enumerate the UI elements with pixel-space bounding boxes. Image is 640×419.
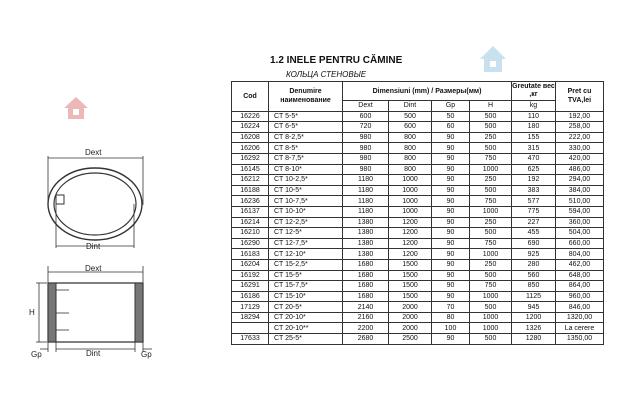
cell-dint: 1500: [389, 291, 432, 302]
cell-dext: 1680: [343, 259, 389, 270]
header-denumire-text: Denumire наименование: [280, 88, 331, 105]
cell-kg: 315: [512, 143, 556, 154]
cell-pret: 504,00: [556, 228, 604, 239]
top-dext-label: Dext: [85, 148, 102, 157]
cell-h: 500: [470, 143, 512, 154]
cell-gp: 90: [432, 164, 470, 175]
table-row: [232, 228, 604, 239]
cell-dext: 1180: [343, 196, 389, 207]
cell-dint: 1200: [389, 238, 432, 249]
cell-den: CT 20-5*: [269, 302, 343, 313]
cell-gp: 90: [432, 238, 470, 249]
cell-kg: 1326: [512, 323, 556, 334]
cell-dint: 1000: [389, 175, 432, 186]
cell-den: CT 12-2,5*: [269, 217, 343, 228]
table-row: [232, 281, 604, 292]
cell-dint: 1200: [389, 217, 432, 228]
cell-pret: 1350,00: [556, 334, 604, 345]
cell-pret: La cerere: [556, 323, 604, 334]
cell-gp: 90: [432, 196, 470, 207]
cell-pret: 420,00: [556, 153, 604, 164]
cell-gp: 100: [432, 323, 470, 334]
table-row: [232, 302, 604, 313]
cell-cod: 16186: [232, 291, 269, 302]
cell-h: 500: [470, 111, 512, 122]
cell-h: 500: [470, 185, 512, 196]
table-row: [232, 291, 604, 302]
cell-cod: 16236: [232, 196, 269, 207]
cell-gp: 80: [432, 312, 470, 323]
cell-pret: 594,00: [556, 206, 604, 217]
cell-pret: 1320,00: [556, 312, 604, 323]
cell-dext: 600: [343, 111, 389, 122]
cell-dext: 1380: [343, 238, 389, 249]
cell-den: CT 8-5*: [269, 143, 343, 154]
cell-den: CT 25-5*: [269, 334, 343, 345]
cell-pret: 360,00: [556, 217, 604, 228]
cell-pret: 864,00: [556, 281, 604, 292]
cell-den: CT 15-5*: [269, 270, 343, 281]
cell-cod: 16137: [232, 206, 269, 217]
cell-dext: 1680: [343, 281, 389, 292]
cell-gp: 50: [432, 111, 470, 122]
cell-kg: 690: [512, 238, 556, 249]
cell-den: CT 10-5*: [269, 185, 343, 196]
cell-h: 500: [470, 302, 512, 313]
cell-kg: 227: [512, 217, 556, 228]
cell-gp: 90: [432, 153, 470, 164]
cell-cod: 16226: [232, 111, 269, 122]
top-view: [48, 156, 143, 248]
cell-dext: 1680: [343, 291, 389, 302]
cell-dext: 1180: [343, 185, 389, 196]
table-row: [232, 111, 604, 122]
header-greutate: Greutate вес ,кг: [512, 82, 556, 101]
cell-pret: 960,00: [556, 291, 604, 302]
cell-pret: 486,00: [556, 164, 604, 175]
house-watermark-icon: [478, 44, 508, 74]
table-row: [232, 312, 604, 323]
cell-cod: 17129: [232, 302, 269, 313]
header-kg: kg: [512, 101, 556, 112]
cell-pret: 294,00: [556, 175, 604, 186]
cell-dint: 800: [389, 164, 432, 175]
cell-kg: 560: [512, 270, 556, 281]
cell-cod: 17633: [232, 334, 269, 345]
ring-technical-drawing: [0, 0, 230, 419]
cell-den: CT 12-10*: [269, 249, 343, 260]
table-row: [232, 175, 604, 186]
cell-cod: 16204: [232, 259, 269, 270]
cell-cod: 16210: [232, 228, 269, 239]
cell-kg: 455: [512, 228, 556, 239]
cell-cod: 16291: [232, 281, 269, 292]
cell-dext: 1380: [343, 249, 389, 260]
cell-gp: 90: [432, 270, 470, 281]
cell-kg: 1125: [512, 291, 556, 302]
section-dint-label: Dint: [86, 349, 101, 358]
cell-pret: 804,00: [556, 249, 604, 260]
cell-pret: 258,00: [556, 122, 604, 133]
cell-cod: 16208: [232, 132, 269, 143]
cell-dint: 1500: [389, 270, 432, 281]
cell-dext: 1380: [343, 217, 389, 228]
cell-h: 750: [470, 196, 512, 207]
cell-den: CT 12-7,5*: [269, 238, 343, 249]
cell-den: CT 8-7,5*: [269, 153, 343, 164]
section-gp-left-label: Gp: [31, 350, 42, 359]
cell-h: 750: [470, 281, 512, 292]
cell-kg: 945: [512, 302, 556, 313]
cell-den: CT 15-7,5*: [269, 281, 343, 292]
cell-gp: 70: [432, 302, 470, 313]
cell-h: 750: [470, 238, 512, 249]
cell-dext: 980: [343, 143, 389, 154]
cell-dext: 1180: [343, 175, 389, 186]
cell-gp: 90: [432, 291, 470, 302]
cell-dext: 980: [343, 164, 389, 175]
cell-den: CT 5-5*: [269, 111, 343, 122]
table-row: [232, 217, 604, 228]
table-row: [232, 122, 604, 133]
cell-pret: 846,00: [556, 302, 604, 313]
cell-kg: 192: [512, 175, 556, 186]
header-h: H: [470, 101, 512, 112]
cell-gp: 90: [432, 132, 470, 143]
table-row: [232, 334, 604, 345]
cell-kg: 470: [512, 153, 556, 164]
rings-spec-table: [231, 81, 604, 345]
cell-gp: 90: [432, 217, 470, 228]
page-subtitle: КОЛЬЦА СТЕНОВЫЕ: [286, 70, 367, 79]
cell-gp: 90: [432, 334, 470, 345]
cell-h: 500: [470, 334, 512, 345]
cell-h: 1000: [470, 164, 512, 175]
cell-dint: 1000: [389, 206, 432, 217]
cell-den: CT 6-5*: [269, 122, 343, 133]
cell-cod: 16292: [232, 153, 269, 164]
cell-dint: 1500: [389, 281, 432, 292]
cell-cod: 16183: [232, 249, 269, 260]
cell-dext: 1680: [343, 270, 389, 281]
cell-den: CT 15-10*: [269, 291, 343, 302]
cell-dint: 600: [389, 122, 432, 133]
cell-kg: 850: [512, 281, 556, 292]
cell-kg: 110: [512, 111, 556, 122]
cell-dext: 720: [343, 122, 389, 133]
header-dimensiuni: Dimensiuni (mm) / Размеры(мм): [343, 82, 512, 101]
cell-dint: 2000: [389, 302, 432, 313]
cell-cod: 16206: [232, 143, 269, 154]
cell-dint: 1500: [389, 259, 432, 270]
cell-h: 1000: [470, 323, 512, 334]
cell-pret: 462,00: [556, 259, 604, 270]
cell-cod: [232, 323, 269, 334]
cell-cod: 16145: [232, 164, 269, 175]
cell-kg: 383: [512, 185, 556, 196]
cell-dint: 2500: [389, 334, 432, 345]
cell-cod: 16224: [232, 122, 269, 133]
cell-pret: 330,00: [556, 143, 604, 154]
table-row: [232, 164, 604, 175]
cell-gp: 90: [432, 228, 470, 239]
cell-gp: 90: [432, 249, 470, 260]
table-row: [232, 185, 604, 196]
cell-h: 500: [470, 122, 512, 133]
cell-gp: 90: [432, 175, 470, 186]
cell-den: CT 20-10**: [269, 323, 343, 334]
table-row: [232, 238, 604, 249]
cell-cod: 16290: [232, 238, 269, 249]
cell-pret: 510,00: [556, 196, 604, 207]
table-row: [232, 153, 604, 164]
table-row: [232, 206, 604, 217]
cell-h: 250: [470, 132, 512, 143]
cell-gp: 90: [432, 143, 470, 154]
cell-kg: 577: [512, 196, 556, 207]
header-pret: Pret cu TVA,lei: [556, 82, 604, 112]
header-dext: Dext: [343, 101, 389, 112]
section-view: [36, 266, 152, 352]
cell-gp: 90: [432, 206, 470, 217]
section-gp-right-label: Gp: [141, 350, 152, 359]
cell-dint: 2000: [389, 323, 432, 334]
cell-gp: 90: [432, 185, 470, 196]
cell-h: 1000: [470, 312, 512, 323]
header-dint: Dint: [389, 101, 432, 112]
top-dint-label: Dint: [86, 242, 101, 251]
cell-h: 1000: [470, 291, 512, 302]
spec-table-body: [232, 111, 604, 344]
cell-pret: 648,00: [556, 270, 604, 281]
cell-gp: 60: [432, 122, 470, 133]
cell-kg: 1280: [512, 334, 556, 345]
cell-dint: 2000: [389, 312, 432, 323]
cell-dint: 800: [389, 153, 432, 164]
table-row: [232, 196, 604, 207]
cell-h: 250: [470, 259, 512, 270]
cell-pret: 660,00: [556, 238, 604, 249]
cell-cod: 16214: [232, 217, 269, 228]
cell-den: CT 8-10*: [269, 164, 343, 175]
cell-pret: 384,00: [556, 185, 604, 196]
cell-h: 1000: [470, 249, 512, 260]
cell-h: 500: [470, 228, 512, 239]
page-title: 1.2 INELE PENTRU CĂMINE: [270, 55, 403, 66]
cell-gp: 90: [432, 281, 470, 292]
table-row: [232, 249, 604, 260]
cell-den: CT 12-5*: [269, 228, 343, 239]
header-cod: Cod: [232, 82, 269, 112]
header-denumire: [269, 82, 343, 112]
cell-dint: 1000: [389, 185, 432, 196]
cell-cod: 16212: [232, 175, 269, 186]
cell-dext: 980: [343, 132, 389, 143]
cell-cod: 16188: [232, 185, 269, 196]
cell-kg: 280: [512, 259, 556, 270]
cell-cod: 16192: [232, 270, 269, 281]
cell-kg: 1200: [512, 312, 556, 323]
cell-den: CT 20-10*: [269, 312, 343, 323]
cell-den: CT 10-7,5*: [269, 196, 343, 207]
cell-kg: 925: [512, 249, 556, 260]
table-row: [232, 270, 604, 281]
cell-dext: 2680: [343, 334, 389, 345]
cell-den: CT 8-2,5*: [269, 132, 343, 143]
cell-dint: 500: [389, 111, 432, 122]
cell-h: 250: [470, 217, 512, 228]
cell-dint: 1000: [389, 196, 432, 207]
cell-dext: 2160: [343, 312, 389, 323]
cell-gp: 90: [432, 259, 470, 270]
cell-kg: 180: [512, 122, 556, 133]
table-row: [232, 323, 604, 334]
cell-dext: 2200: [343, 323, 389, 334]
cell-kg: 775: [512, 206, 556, 217]
cell-h: 250: [470, 175, 512, 186]
cell-dint: 1200: [389, 249, 432, 260]
table-row: [232, 259, 604, 270]
cell-dext: 980: [343, 153, 389, 164]
cell-h: 750: [470, 153, 512, 164]
cell-dint: 1200: [389, 228, 432, 239]
cell-h: 1000: [470, 206, 512, 217]
cell-den: CT 10-10*: [269, 206, 343, 217]
cell-pret: 192,00: [556, 111, 604, 122]
table-row: [232, 132, 604, 143]
cell-den: CT 15-2,5*: [269, 259, 343, 270]
cell-kg: 625: [512, 164, 556, 175]
cell-dext: 2140: [343, 302, 389, 313]
cell-dint: 800: [389, 132, 432, 143]
section-dext-label: Dext: [85, 264, 102, 273]
cell-pret: 222,00: [556, 132, 604, 143]
cell-h: 500: [470, 270, 512, 281]
section-h-label: H: [29, 308, 35, 317]
cell-dint: 800: [389, 143, 432, 154]
header-gp: Gp: [432, 101, 470, 112]
cell-dext: 1380: [343, 228, 389, 239]
cell-cod: 18294: [232, 312, 269, 323]
cell-kg: 155: [512, 132, 556, 143]
cell-den: CT 10-2,5*: [269, 175, 343, 186]
cell-dext: 1180: [343, 206, 389, 217]
table-row: [232, 143, 604, 154]
